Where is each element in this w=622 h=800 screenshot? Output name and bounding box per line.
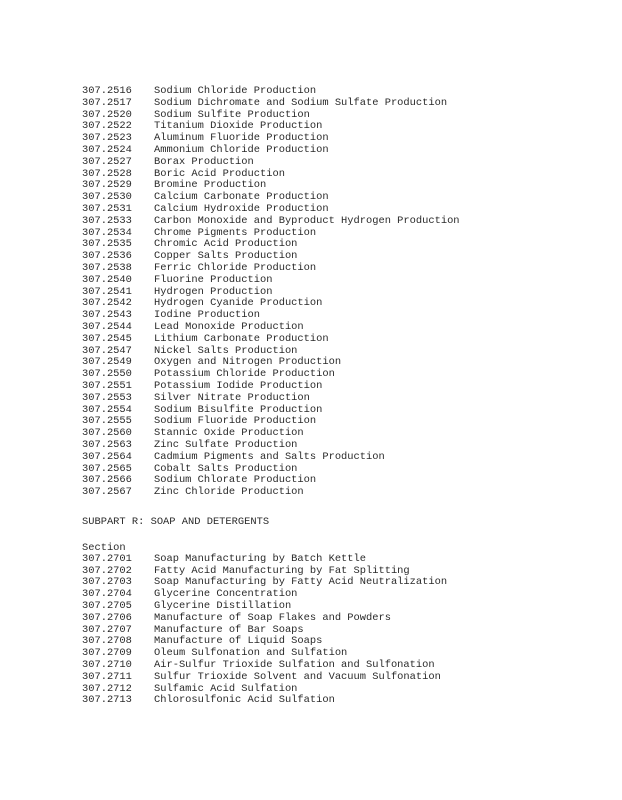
section-title: Sulfur Trioxide Solvent and Vacuum Sulfonation [154,670,441,683]
section-number: 307.2517 [82,96,132,109]
section-entry [82,440,602,452]
section-number: 307.2533 [82,214,132,227]
section-title: Zinc Chloride Production [154,486,304,499]
section-title: Calcium Carbonate Production [154,191,329,204]
section-number: 307.2541 [82,285,132,298]
section-title: Chromic Acid Production [154,238,298,251]
section-number: 307.2560 [82,427,132,440]
section-number: 307.2710 [82,659,132,672]
section-entry [82,145,602,157]
section-title: Oxygen and Nitrogen Production [154,356,342,369]
section-title: Aluminum Fluoride Production [154,132,329,145]
section-entry [82,393,602,405]
section-entry [82,216,602,228]
section-number: 307.2534 [82,226,132,239]
section-title: Sodium Fluoride Production [154,415,317,428]
section-title: Potassium Iodide Production [154,379,323,392]
section-number: 307.2705 [82,600,132,613]
section-title: Fatty Acid Manufacturing by Fat Splitting [154,564,410,577]
section-number: 307.2707 [82,623,132,636]
section-number: 307.2544 [82,320,132,333]
section-entry [82,672,602,684]
section-title: Glycerine Distillation [154,600,292,613]
section-number: 307.2563 [82,438,132,451]
section-list-chemical-production [82,86,602,499]
section-number: 307.2711 [82,670,132,683]
section-number: 307.2712 [82,682,132,695]
section-title: Fluorine Production [154,273,273,286]
section-title: Ferric Chloride Production [154,261,317,274]
section-number: 307.2528 [82,167,132,180]
section-number: 307.2549 [82,356,132,369]
section-title: Zinc Sulfate Production [154,438,298,451]
section-number: 307.2554 [82,403,132,416]
section-entry [82,275,602,287]
section-title: Oleum Sulfonation and Sulfation [154,647,348,660]
section-number: 307.2535 [82,238,132,251]
section-title: Titanium Dioxide Production [154,120,323,133]
section-number: 307.2564 [82,450,132,463]
section-title: Copper Salts Production [154,250,298,263]
section-title: Lead Monoxide Production [154,320,304,333]
subpart-heading: SUBPART R: SOAP AND DETERGENTS [82,515,270,528]
section-entry [82,554,602,566]
section-title: Hydrogen Production [154,285,273,298]
section-title: Soap Manufacturing by Batch Kettle [154,552,367,565]
section-number: 307.2553 [82,391,132,404]
section-title: Glycerine Concentration [154,588,298,601]
section-number: 307.2538 [82,261,132,274]
section-title: Cobalt Salts Production [154,462,298,475]
section-title: Potassium Chloride Production [154,368,335,381]
section-number: 307.2706 [82,611,132,624]
section-entry [82,613,602,625]
section-title: Ammonium Chloride Production [154,143,329,156]
section-number: 307.2713 [82,694,132,707]
section-title: Cadmium Pigments and Salts Production [154,450,385,463]
section-number: 307.2529 [82,179,132,192]
section-title: Soap Manufacturing by Fatty Acid Neutralization [154,576,448,589]
section-number: 307.2543 [82,309,132,322]
section-number: 307.2542 [82,297,132,310]
section-title: Air-Sulfur Trioxide Sulfation and Sulfonation [154,659,435,672]
section-number: 307.2565 [82,462,132,475]
section-entry [82,98,602,110]
section-title: Carbon Monoxide and Byproduct Hydrogen Production [154,214,460,227]
section-number: 307.2555 [82,415,132,428]
section-number: 307.2536 [82,250,132,263]
section-number: 307.2704 [82,588,132,601]
section-number: 307.2520 [82,108,132,121]
section-number: 307.2524 [82,143,132,156]
section-entry [82,695,602,707]
section-number: 307.2527 [82,155,132,168]
section-number: 307.2545 [82,332,132,345]
section-number: 307.2566 [82,474,132,487]
section-title: Sodium Dichromate and Sodium Sulfate Production [154,96,448,109]
section-title: Boric Acid Production [154,167,285,180]
section-entry [82,334,602,346]
section-entry [82,157,602,169]
section-number: 307.2551 [82,379,132,392]
section-number: 307.2708 [82,635,132,648]
section-entry [82,452,602,464]
section-title: Manufacture of Soap Flakes and Powders [154,611,391,624]
section-title: Sodium Bisulfite Production [154,403,323,416]
section-title: Silver Nitrate Production [154,391,310,404]
section-number: 307.2701 [82,552,132,565]
section-number: 307.2702 [82,564,132,577]
section-title: Bromine Production [154,179,267,192]
section-number: 307.2540 [82,273,132,286]
section-title: Chrome Pigments Production [154,226,317,239]
section-label: Section [82,541,126,554]
section-list-soap-detergents [82,554,602,707]
section-number: 307.2550 [82,368,132,381]
section-entry [82,381,602,393]
section-number: 307.2522 [82,120,132,133]
section-title: Borax Production [154,155,254,168]
section-title: Nickel Salts Production [154,344,298,357]
section-number: 307.2567 [82,486,132,499]
section-number: 307.2703 [82,576,132,589]
section-entry [82,487,602,499]
section-title: Hydrogen Cyanide Production [154,297,323,310]
section-title: Lithium Carbonate Production [154,332,329,345]
section-number: 307.2709 [82,647,132,660]
section-entry [82,263,602,275]
section-number: 307.2523 [82,132,132,145]
section-title: Stannic Oxide Production [154,427,304,440]
section-entry [82,322,602,334]
section-title: Sulfamic Acid Sulfation [154,682,298,695]
section-number: 307.2547 [82,344,132,357]
section-title: Iodine Production [154,309,261,322]
section-number: 307.2531 [82,202,132,215]
section-title: Manufacture of Liquid Soaps [154,635,323,648]
section-title: Sodium Chloride Production [154,85,317,97]
document-page [82,86,602,707]
section-title: Manufacture of Bar Soaps [154,623,304,636]
section-title: Sodium Sulfite Production [154,108,310,121]
section-number: 307.2516 [82,85,132,97]
section-title: Calcium Hydroxide Production [154,202,329,215]
section-number: 307.2530 [82,191,132,204]
section-title: Chlorosulfonic Acid Sulfation [154,694,335,707]
section-entry [82,204,602,216]
section-title: Sodium Chlorate Production [154,474,317,487]
